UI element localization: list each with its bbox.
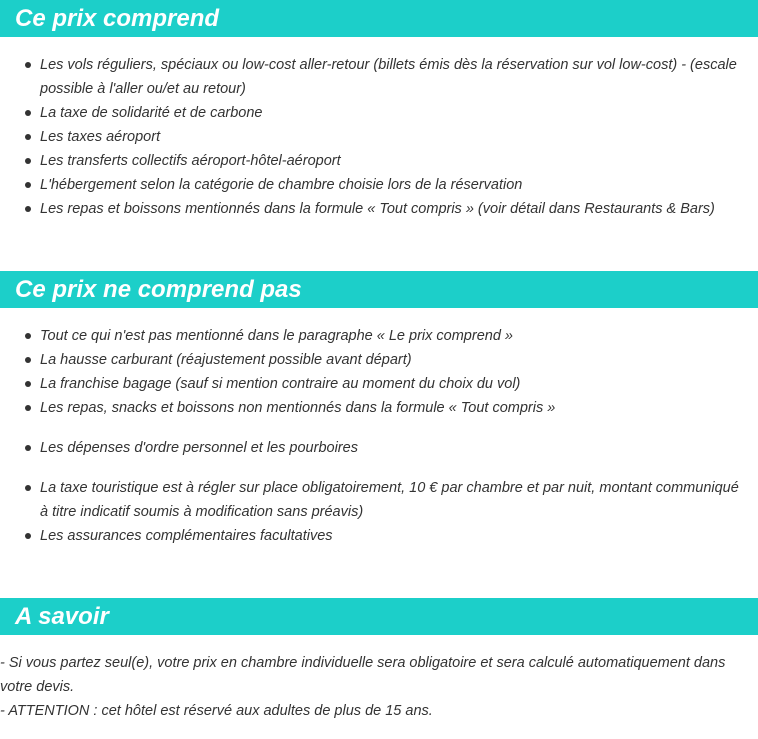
list-item: Tout ce qui n'est pas mentionné dans le paragraphe « Le prix comprend »	[0, 324, 758, 348]
note-solo-traveler: - Si vous partez seul(e), votre prix en chambre individuelle sera obligatoire et sera calculé automatiquement dans votre devis.	[0, 655, 726, 695]
list-item: Les dépenses d'ordre personnel et les pourboires	[0, 436, 758, 460]
section-header-info: A savoir	[0, 598, 758, 635]
list-item: Les repas, snacks et boissons non mentionnés dans la formule « Tout compris »	[0, 396, 758, 420]
list-item: L'hébergement selon la catégorie de chambre choisie lors de la réservation	[0, 173, 758, 197]
list-item: La franchise bagage (sauf si mention contraire au moment du choix du vol)	[0, 372, 758, 396]
info-notes	[0, 651, 758, 723]
section-header-included: Ce prix comprend	[0, 0, 758, 37]
list-item: La taxe de solidarité et de carbone	[0, 101, 758, 125]
excluded-list	[0, 324, 758, 548]
list-item: La hausse carburant (réajustement possible avant départ)	[0, 348, 758, 372]
list-item: Les repas et boissons mentionnés dans la formule « Tout compris » (voir détail dans Restaurants & Bars)	[0, 197, 758, 221]
list-item: Les vols réguliers, spéciaux ou low-cost aller-retour (billets émis dès la réservation sur vol low-cost) - (escale possible à l'aller ou/et au retour)	[0, 53, 758, 101]
included-list	[0, 53, 758, 221]
list-item: Les transferts collectifs aéroport-hôtel-aéroport	[0, 149, 758, 173]
list-item: Les assurances complémentaires facultatives	[0, 524, 758, 548]
note-adults-only: - ATTENTION : cet hôtel est réservé aux adultes de plus de 15 ans.	[0, 703, 433, 719]
section-header-excluded: Ce prix ne comprend pas	[0, 271, 758, 308]
list-item: La taxe touristique est à régler sur place obligatoirement, 10 € par chambre et par nuit, montant communiqué à titre indicatif soumis à modification sans préavis)	[0, 476, 758, 524]
list-item: Les taxes aéroport	[0, 125, 758, 149]
